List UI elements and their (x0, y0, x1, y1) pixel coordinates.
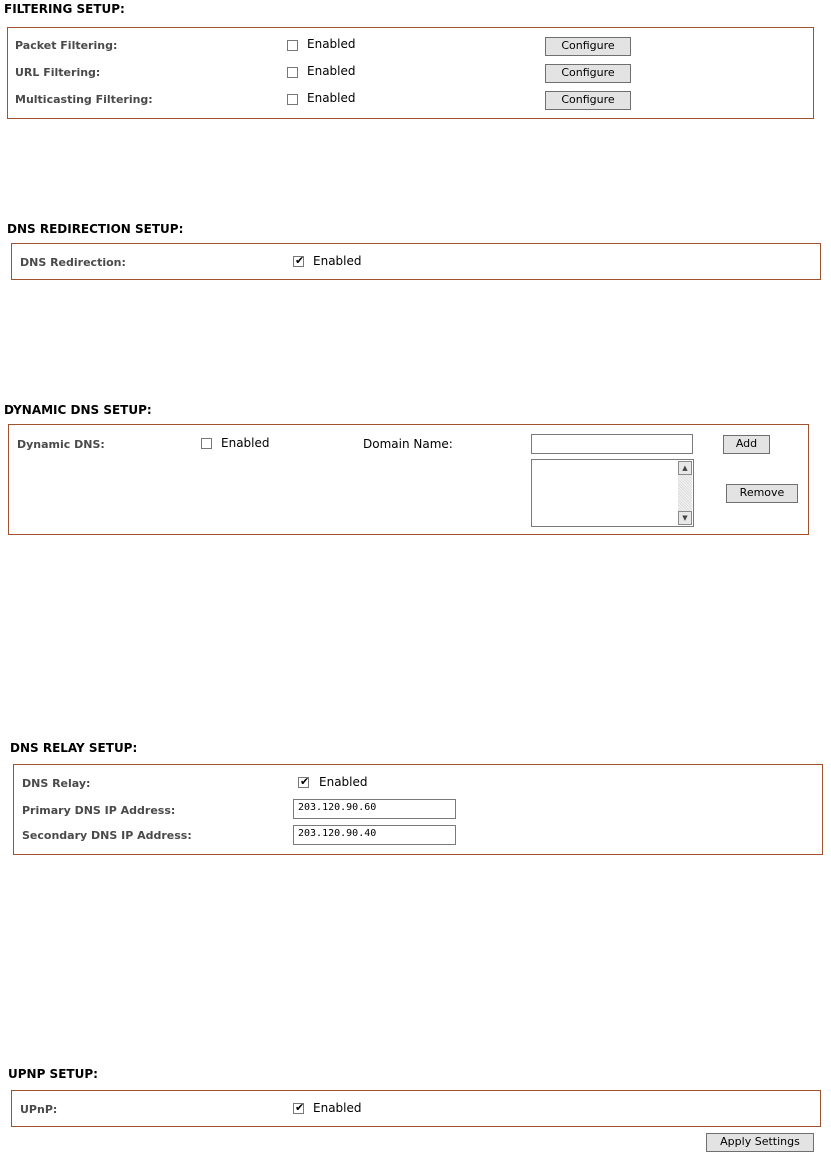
multicasting-filtering-enabled-label: Enabled (307, 91, 356, 105)
secondary-dns-label: Secondary DNS IP Address: (22, 829, 192, 842)
dns-redirection-checkbox[interactable] (293, 256, 304, 267)
packet-filtering-enabled-label: Enabled (307, 37, 356, 51)
dynamic-dns-checkbox[interactable] (201, 438, 212, 449)
dns-redirection-heading: DNS REDIRECTION SETUP: (7, 222, 184, 236)
domain-name-label: Domain Name: (363, 437, 453, 451)
multicasting-filtering-checkbox[interactable] (287, 94, 298, 105)
dns-redirection-enabled-label: Enabled (313, 254, 362, 268)
url-filtering-enabled-label: Enabled (307, 64, 356, 78)
url-filtering-checkbox[interactable] (287, 67, 298, 78)
upnp-label: UPnP: (20, 1103, 58, 1116)
domain-list-scrollbar[interactable] (678, 461, 692, 525)
domain-name-input[interactable] (531, 434, 693, 454)
upnp-checkbox[interactable] (293, 1103, 304, 1114)
remove-button[interactable]: Remove (726, 484, 798, 503)
dns-redirection-label: DNS Redirection: (20, 256, 126, 269)
multicasting-filtering-configure-button[interactable]: Configure (545, 91, 631, 110)
scroll-down-icon[interactable]: ▼ (678, 511, 692, 525)
domain-list[interactable] (531, 459, 694, 527)
apply-settings-button[interactable]: Apply Settings (706, 1133, 814, 1152)
dynamic-dns-panel (8, 424, 809, 535)
dns-relay-enabled-label: Enabled (319, 775, 368, 789)
checkmark-icon: ✔ (295, 254, 305, 267)
dynamic-dns-heading: DYNAMIC DNS SETUP: (4, 403, 152, 417)
filtering-panel (7, 27, 814, 119)
url-filtering-configure-button[interactable]: Configure (545, 64, 631, 83)
primary-dns-label: Primary DNS IP Address: (22, 804, 176, 817)
packet-filtering-checkbox[interactable] (287, 40, 298, 51)
packet-filtering-configure-button[interactable]: Configure (545, 37, 631, 56)
dns-relay-label: DNS Relay: (22, 777, 91, 790)
add-button[interactable]: Add (723, 435, 770, 454)
dynamic-dns-enabled-label: Enabled (221, 436, 270, 450)
dynamic-dns-label: Dynamic DNS: (17, 438, 105, 451)
primary-dns-input[interactable]: 203.120.90.60 (293, 799, 456, 819)
checkmark-icon: ✔ (295, 1101, 305, 1114)
dns-relay-checkbox[interactable] (298, 777, 309, 788)
url-filtering-label: URL Filtering: (15, 66, 101, 79)
checkmark-icon: ✔ (300, 775, 310, 788)
dns-relay-heading: DNS RELAY SETUP: (10, 741, 138, 755)
upnp-heading: UPNP SETUP: (8, 1067, 98, 1081)
secondary-dns-input[interactable]: 203.120.90.40 (293, 825, 456, 845)
multicasting-filtering-label: Multicasting Filtering: (15, 93, 153, 106)
upnp-panel (11, 1090, 821, 1127)
dns-relay-panel (13, 764, 823, 855)
scroll-up-icon[interactable]: ▲ (678, 461, 692, 475)
upnp-enabled-label: Enabled (313, 1101, 362, 1115)
dns-redirection-panel (11, 243, 821, 280)
packet-filtering-label: Packet Filtering: (15, 39, 118, 52)
filtering-heading: FILTERING SETUP: (4, 2, 125, 16)
